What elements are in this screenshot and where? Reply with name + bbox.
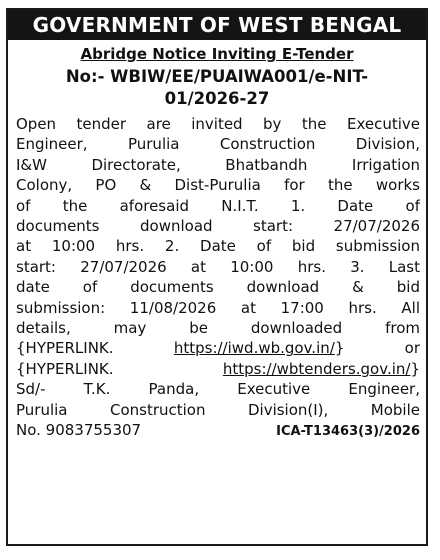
body-line: at 10:00 hrs. 2. Date of bid submission xyxy=(16,237,420,256)
footer-row xyxy=(16,420,420,442)
body-line: Colony, PO & Dist-Purulia for the works xyxy=(16,176,420,195)
hyperlink-1-suffix: } or xyxy=(334,339,420,358)
tender-notice xyxy=(6,8,428,546)
body-line: Open tender are invited by the Executive xyxy=(16,115,420,133)
hyperlink-1-prefix: {HYPERLINK. xyxy=(16,339,174,358)
body-line: Engineer, Purulia Construction Division, xyxy=(16,135,420,154)
mobile-number: No. 9083755307 xyxy=(16,421,142,440)
iwd-link[interactable]: https://iwd.wb.gov.in/ xyxy=(173,339,335,358)
notice-subtitle: Abridge Notice Inviting E-Tender xyxy=(80,45,354,63)
hyperlink-2-prefix: {HYPERLINK. xyxy=(16,359,223,378)
hyperlink-line-1 xyxy=(16,338,420,358)
signature-line-2: Purulia Construction Division(I), Mobile xyxy=(16,400,420,419)
government-header: GOVERNMENT OF WEST BENGAL xyxy=(8,10,426,40)
notice-number-line-1: No:- WBIW/EE/PUAIWA001/e-NIT- xyxy=(65,67,369,86)
body-line: I&W Directorate, Bhatbandh Irrigation xyxy=(16,155,420,174)
signature-line-1: Sd/- T.K. Panda, Executive Engineer, xyxy=(16,380,420,399)
body-line: date of documents download & bid xyxy=(16,278,420,297)
notice-number-line-2: 01/2026-27 xyxy=(164,89,270,108)
wbtenders-link[interactable]: https://wbtenders.gov.in/ xyxy=(222,359,411,378)
hyperlink-line-2 xyxy=(16,359,420,379)
body-line: start: 27/07/2026 at 10:00 hrs. 3. Last xyxy=(16,257,420,276)
body-line: submission: 11/08/2026 at 17:00 hrs. All xyxy=(16,298,420,317)
body-line: details, may be downloaded from xyxy=(16,319,420,338)
ica-code: ICA-T13463(3)/2026 xyxy=(276,424,420,440)
notice-body xyxy=(8,110,426,443)
body-line: of the aforesaid N.I.T. 1. Date of xyxy=(16,196,420,215)
body-line: documents download start: 27/07/2026 xyxy=(16,217,420,236)
notice-number xyxy=(8,66,426,110)
hyperlink-2-suffix: } xyxy=(410,359,420,378)
